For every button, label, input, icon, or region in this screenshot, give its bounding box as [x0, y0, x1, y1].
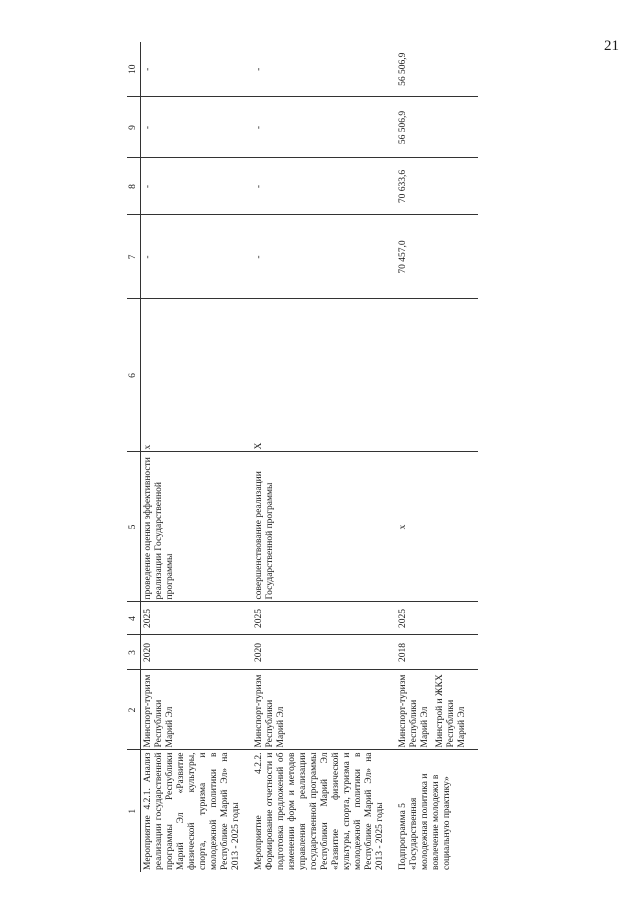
end-year: 2025 — [141, 602, 253, 635]
value-col-9: - — [252, 97, 396, 158]
value-col-10: - — [141, 42, 253, 97]
funding-col-7: 70 457,0 — [396, 215, 478, 299]
end-year: 2025 — [396, 602, 478, 635]
expected-result: совершенствование реализации Государственной программы — [252, 452, 396, 602]
table-row — [141, 42, 253, 872]
header-col-9: 9 — [127, 97, 141, 158]
funding-col-10: 56 506,9 — [396, 42, 478, 97]
expected-result: проведение оценки эффективности реализации Государственной программы — [141, 452, 253, 602]
header-col-1: 1 — [127, 750, 141, 872]
subprogram-name: Подпрограмма 5 «Государственная молодежная политика и вовлечение молодежи в социальную практику» — [398, 773, 452, 870]
end-year: 2025 — [252, 602, 396, 635]
value-col-7: - — [252, 215, 396, 299]
executor-primary: Минспорт-туризм Республики Марий Эл — [398, 674, 430, 748]
value-col-9: - — [141, 97, 253, 158]
responsible-executor: Минспорт-туризм Республики Марий Эл — [141, 670, 253, 750]
table-row — [396, 42, 478, 872]
start-year: 2020 — [141, 635, 253, 670]
funding-col-9: 56 506,9 — [396, 97, 478, 158]
indicator-link: х — [141, 299, 253, 452]
header-row — [127, 42, 141, 872]
header-col-3: 3 — [127, 635, 141, 670]
header-col-7: 7 — [127, 215, 141, 299]
header-col-10: 10 — [127, 42, 141, 97]
table-row — [252, 42, 396, 872]
activity-name: Мероприятие 4.2.2. Формирование отчетности и подготовка предложений об изменении форм и методов управления реализации государственной программы Республики Марий Эл «Развитие физической культуры, спорта, туризма и молодежной политики в Республике Марий Эл» на 2013 - 2025 годы — [254, 752, 385, 870]
indicator-link: Х — [252, 299, 396, 452]
responsible-executor: Минспорт-туризм Республики Марий Эл — [252, 670, 396, 750]
value-col-7: - — [141, 215, 253, 299]
page-number: 21 — [604, 38, 619, 54]
start-year: 2018 — [396, 635, 478, 670]
funding-col-8: 70 633,6 — [396, 158, 478, 215]
header-col-2: 2 — [127, 670, 141, 750]
header-col-4: 4 — [127, 602, 141, 635]
header-col-5: 5 — [127, 452, 141, 602]
activity-name: Мероприятие 4.2.1. Анализ реализации государственной программы Республики Марий Эл «Развитие физической культуры, спорта, туризма и молодежной политики в Республике Марий Эл» на 2013 - 2025 годы — [143, 752, 241, 870]
value-col-8: - — [252, 158, 396, 215]
value-col-10: - — [252, 42, 396, 97]
header-col-6: 6 — [127, 299, 141, 452]
indicator-link — [396, 299, 478, 452]
start-year: 2020 — [252, 635, 396, 670]
program-table — [127, 42, 478, 872]
responsible-executors — [396, 670, 478, 750]
executor-secondary: Минстрой и ЖКХ Республики Марий Эл — [435, 674, 467, 748]
expected-result: х — [396, 452, 478, 602]
header-col-8: 8 — [127, 158, 141, 215]
rotated-table-container — [127, 42, 592, 872]
value-col-8: - — [141, 158, 253, 215]
